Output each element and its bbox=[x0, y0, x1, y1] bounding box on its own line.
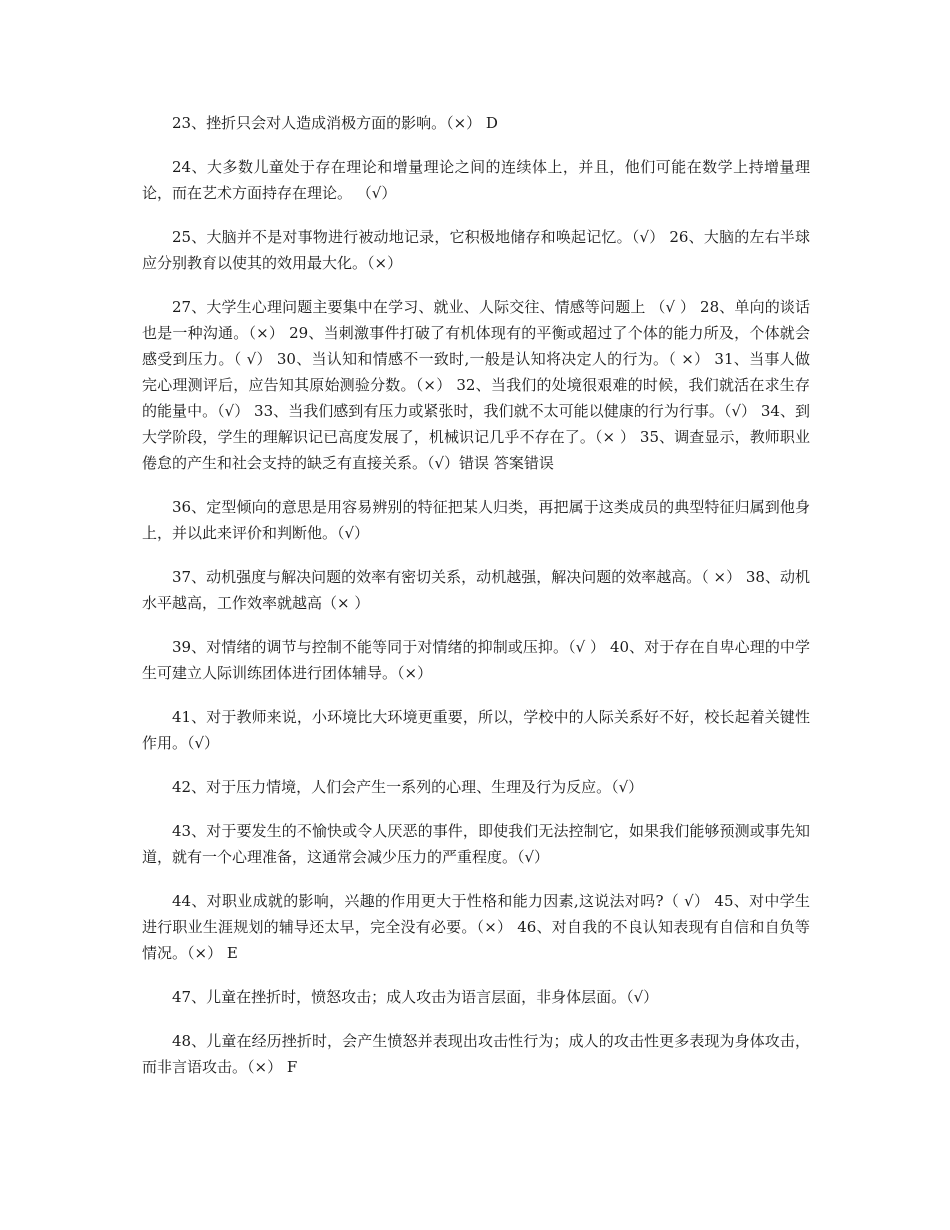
paragraph-item-43: 43、对于要发生的不愉快或令人厌恶的事件，即使我们无法控制它，如果我们能够预测或事先知道，就有一个心理准备，这通常会减少压力的严重程度。（√） bbox=[142, 822, 810, 866]
paragraph-item-48: 48、儿童在经历挫折时，会产生愤怒并表现出攻击性行为；成人的攻击性更多表现为身体攻击，而非言语攻击。（×） F bbox=[142, 1032, 810, 1076]
document-page bbox=[142, 110, 810, 1098]
paragraph-item-27: 27、大学生心理问题主要集中在学习、就业、人际交往、情感等问题上 （√ ） 28、单向的谈话也是一种沟通。（×） 29、当刺激事件打破了有机体现有的平衡或超过了个体的能力所及，个体就会感受到压力。（ √） 30、当认知和情感不一致时,一般是认知将决定人的行为。（ ×） 31、当事人做完心理测评后，应告知其原始测验分数。（×） 32、当我们的处境很艰难的时候，我们就活在求生存的能量中。（√） 33、当我们感到有压力或紧张时，我们就不太可能以健康的行为行事。（√） 34、到大学阶段，学生的理解识记已高度发展了，机械识记几乎不存在了。（× ） 35、调查显示，教师职业倦怠的产生和社会支持的缺乏有直接关系。（√）错误 答案错误 bbox=[142, 298, 810, 472]
paragraph-item-37: 37、动机强度与解决问题的效率有密切关系，动机越强，解决问题的效率越高。（ ×） 38、动机水平越高，工作效率就越高（× ） bbox=[142, 568, 810, 612]
paragraph-item-42: 42、对于压力情境，人们会产生一系列的心理、生理及行为反应。（√） bbox=[172, 778, 644, 796]
paragraph-item-47: 47、儿童在挫折时，愤怒攻击；成人攻击为语言层面，非身体层面。（√） bbox=[172, 988, 659, 1006]
paragraph-item-41: 41、对于教师来说，小环境比大环境更重要，所以，学校中的人际关系好不好，校长起着关键性作用。（√） bbox=[142, 708, 810, 752]
paragraph-item-44: 44、对职业成就的影响，兴趣的作用更大于性格和能力因素,这说法对吗?（ √） 45、对中学生进行职业生涯规划的辅导还太早，完全没有必要。（×） 46、对自我的不良认知表现有自信和自负等情况。（×） E bbox=[142, 892, 810, 962]
paragraph-item-39: 39、对情绪的调节与控制不能等同于对情绪的抑制或压抑。（√ ） 40、对于存在自卑心理的中学生可建立人际训练团体进行团体辅导。（×） bbox=[142, 638, 810, 682]
paragraph-item-36: 36、定型倾向的意思是用容易辨别的特征把某人归类，再把属于这类成员的典型特征归属到他身上，并以此来评价和判断他。（√） bbox=[142, 498, 810, 542]
paragraph-item-25: 25、大脑并不是对事物进行被动地记录，它积极地储存和唤起记忆。（√） 26、大脑的左右半球应分别教育以使其的效用最大化。（×） bbox=[142, 228, 810, 272]
paragraph-item-23: 23、挫折只会对人造成消极方面的影响。（×） D bbox=[172, 114, 498, 132]
paragraph-item-24: 24、大多数儿童处于存在理论和增量理论之间的连续体上，并且，他们可能在数学上持增量理论，而在艺术方面持存在理论。 （√） bbox=[142, 158, 810, 202]
